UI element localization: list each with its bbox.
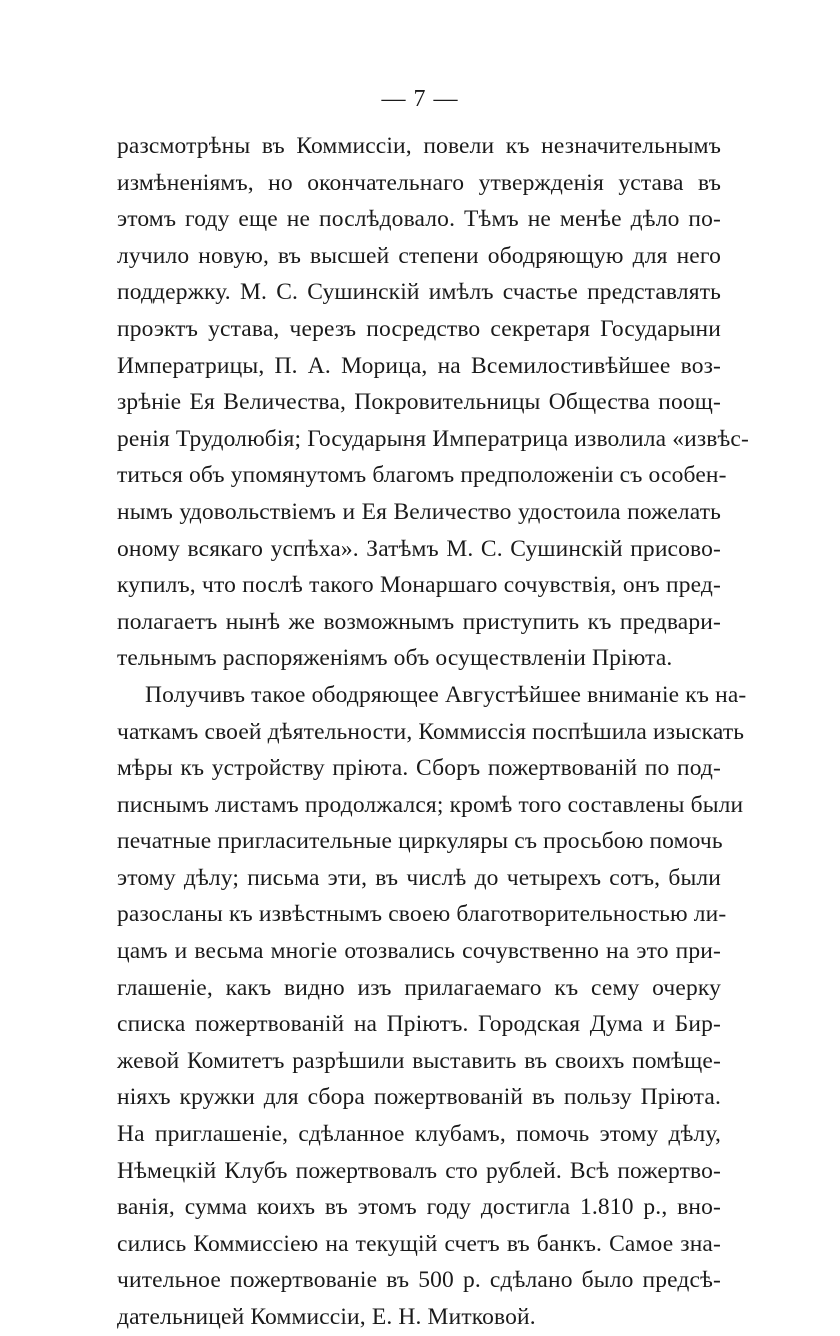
text-line: оному всякаго успѣха». Затѣмъ М. С. Сушинскій присово- <box>117 535 721 562</box>
text-line: чаткамъ своей дѣятельности, Коммиссія поспѣшила изыскать <box>117 718 745 745</box>
text-line: полагаетъ нынѣ же возможнымъ приступить къ предвари- <box>117 608 721 635</box>
text-line: жевой Комитетъ разрѣшили выставить въ своихъ помѣще- <box>117 1047 721 1074</box>
body-text <box>117 128 749 1336</box>
text-line: лучило новую, въ высшей степени ободряющую для него <box>117 242 721 269</box>
paragraph-1 <box>117 128 749 677</box>
text-line: писнымъ листамъ продолжался; кромѣ того составлены были <box>117 791 744 818</box>
text-line: разсмотрѣны въ Коммиссіи, повели къ незначительнымъ <box>117 133 721 159</box>
text-line: разосланы къ извѣстнымъ своею благотворительностью ли- <box>117 901 727 928</box>
text-line: этому дѣлу; письма эти, въ числѣ до четырехъ сотъ, были <box>117 864 721 891</box>
text-line: ніяхъ кружки для сбора пожертвованій въ пользу Пріюта. <box>117 1084 721 1111</box>
text-line: дательницей Коммиссіи, Е. Н. Митковой. <box>117 1304 536 1330</box>
text-line: На приглашеніе, сдѣланное клубамъ, помочь этому дѣлу, <box>117 1121 721 1148</box>
text-line: этомъ году еще не послѣдовало. Тѣмъ не менѣе дѣло по- <box>117 206 721 233</box>
text-line: чительное пожертвованіе въ 500 р. сдѣлано было предсѣ- <box>117 1267 721 1294</box>
text-line: поддержку. М. С. Сушинскій имѣлъ счастье представлять <box>117 279 721 306</box>
text-line: титься объ упомянутомъ благомъ предположеніи съ особен- <box>117 462 727 489</box>
text-line: зрѣніе Ея Величества, Покровительницы Общества поощ- <box>117 389 721 416</box>
paragraph-2 <box>117 677 747 1336</box>
text-line: глашеніе, какъ видно изъ прилагаемаго къ сему очерку <box>117 974 721 1001</box>
text-line: Императрицы, П. А. Морица, на Всемилостивѣйшее воз- <box>117 352 721 379</box>
text-line: проэктъ устава, черезъ посредство секретаря Государыни <box>117 315 721 342</box>
text-line: печатные пригласительные циркуляры съ просьбою помочь <box>117 828 723 855</box>
text-line: тельнымъ распоряженіямъ объ осуществленіи Пріюта. <box>117 645 673 672</box>
text-line: списка пожертвованій на Пріютъ. Городская Дума и Бир- <box>117 1011 721 1038</box>
text-line: Нѣмецкій Клубъ пожертвовалъ сто рублей. Всѣ пожертво- <box>117 1157 721 1184</box>
text-line: ренія Трудолюбія; Государыня Императрица изволила «извѣс- <box>117 425 749 452</box>
text-line: сились Коммиссіею на текущій счетъ въ банкъ. Самое зна- <box>117 1230 721 1257</box>
page-number: — 7 — <box>381 86 459 112</box>
text-line: измѣненіямъ, но окончательнаго утвержденія устава въ <box>117 169 721 196</box>
text-line: нымъ удовольствіемъ и Ея Величество удостоила пожелать <box>117 498 721 525</box>
text-line: купилъ, что послѣ такого Монаршаго сочувствія, онъ пред- <box>117 572 721 599</box>
text-line: цамъ и весьма многіе отозвались сочувственно на это при- <box>117 938 721 965</box>
text-line: ванія, сумма коихъ въ этомъ году достигла 1.810 р., вно- <box>117 1194 721 1221</box>
text-line: мѣры къ устройству пріюта. Сборъ пожертвованій по под- <box>117 755 721 782</box>
text-line: Получивъ такое ободряющее Августѣйшее вниманіе къ на- <box>145 681 747 708</box>
